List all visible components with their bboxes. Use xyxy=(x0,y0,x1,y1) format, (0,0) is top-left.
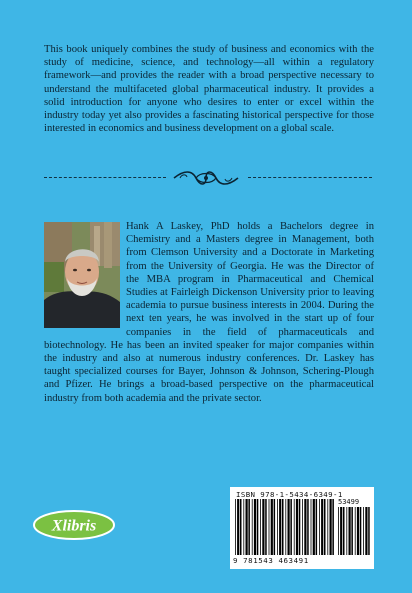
author-bio: Hank A Laskey, PhD holds a Bachelors degree in Chemistry and a Masters degree in Management, both from Clemson University and a Doctorate in Marketing from the University of Georgia. He was the Director of the MBA program in Pharmaceutical and Chemical Studies at Fairleigh Dickenson University prior to leaving academia to pursue business interests in 2004. During the next ten years, he was involved in the start up of four companies in the field of pharmaceuticals and biotechnology. He has been an invited speaker for major companies within the industry and also at numerous industry conferences. Dr. Laskey has taught specialized courses for Bayer, Johnson & Johnson, Schering-Plough and Pfizer. He brings a broad-based perspective on the pharmaceutical industry from both academia and the private sector. xyxy=(44,221,374,404)
barcode-main xyxy=(235,499,335,555)
svg-text:Xlibris: Xlibris xyxy=(51,517,97,535)
barcode-digits: 9 781543 463491 xyxy=(233,556,309,565)
isbn-barcode xyxy=(230,487,374,569)
divider-left xyxy=(44,177,166,178)
flourish-ornament-icon xyxy=(170,168,242,188)
photo-spacer xyxy=(44,220,126,334)
xlibris-logo xyxy=(30,505,118,545)
isbn-label: ISBN 978-1-5434-6349-1 xyxy=(236,490,343,499)
divider-right xyxy=(248,177,372,178)
author-bio-block xyxy=(44,220,374,405)
price-code: 53499 xyxy=(338,498,360,506)
barcode-addon xyxy=(338,507,370,555)
book-blurb: This book uniquely combines the study of business and economics with the study of medicine, science, and technology—all within a regulatory framework—and provides the reader with a broad perspective necessary to understand the multifaceted global pharmaceutical industry. It provides a solid introduction for anyone who desires to enter or excel within the industry today yet also provides a fascinating historical perspective for those interested in economics and business development on a global scale. xyxy=(44,44,374,135)
